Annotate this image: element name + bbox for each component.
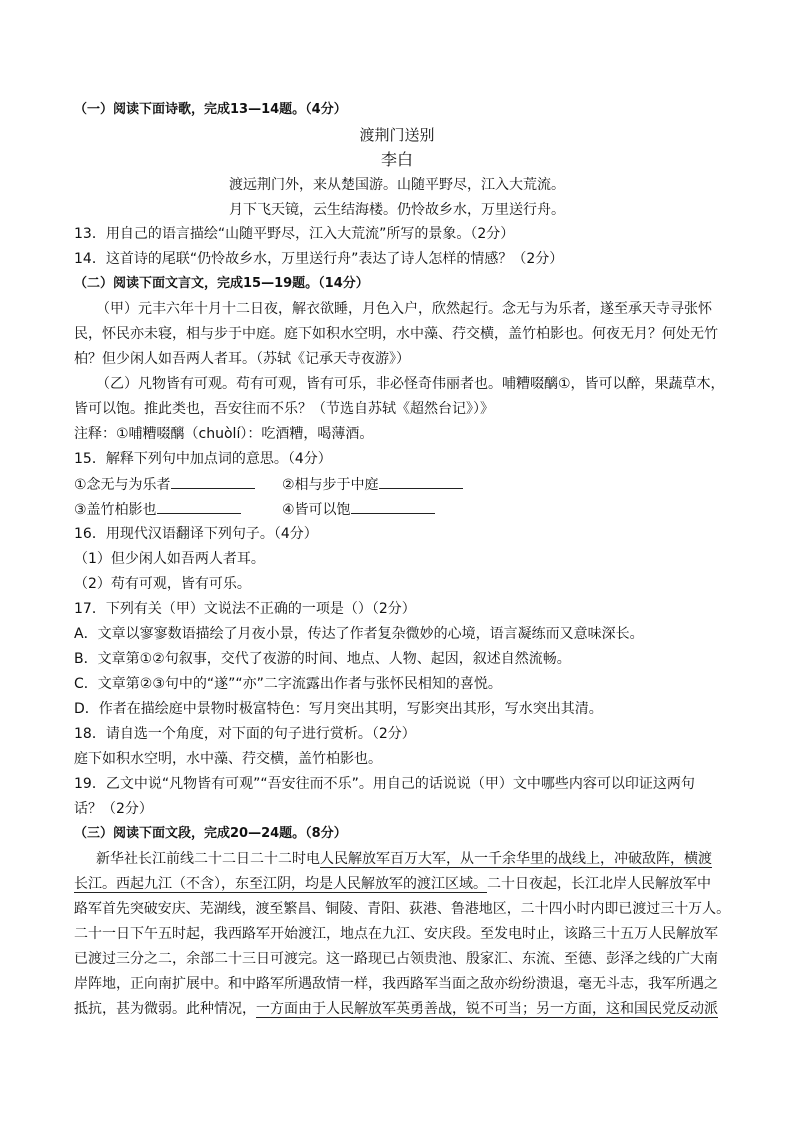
yi-text-line-2: 皆可以饱。推此类也，吾安往而不乐？（节选自苏轼《超然台记》）》	[74, 401, 494, 417]
question-19-line-2: 话？（2分）	[74, 801, 153, 817]
passage-line-6: 岸阵地，正向南扩展中。和中路军所遇敌情一样，我西路军当面之敌亦纷纷溃退，毫无斗志，我军所遇之	[74, 976, 718, 992]
passage-line-7-plain: 抵抗，甚为微弱。此种情况，	[74, 1001, 256, 1017]
passage-line-7-underlined: 一方面由于人民解放军英勇善战，锐不可当；另一方面，这和国民党反动派	[256, 1001, 718, 1017]
question-17-option-a: A．文章以寥寥数语描绘了月夜小景，传达了作者复杂微妙的心境，语言凝练而又意味深长。	[74, 626, 644, 642]
question-17: 17．下列有关（甲）文说法不正确的一项是（）（2分）	[74, 601, 416, 617]
question-15-item-b: ②相与步于中庭	[282, 477, 379, 493]
answer-blank-a[interactable]	[171, 474, 255, 489]
passage-line-5: 已渡过三分之二，余部二十三日可渡完。这一路现已占领贵池、殷家汇、东流、至德、彭泽之线的广大南	[74, 951, 718, 967]
answer-blank-c[interactable]	[157, 499, 241, 514]
question-15-item-c: ③盖竹柏影也	[74, 502, 157, 518]
jia-text-line-1: （甲）元丰六年十月十二日夜，解衣欲睡，月色入户，欣然起行。念无与为乐者，遂至承天寺寻张怀	[96, 301, 712, 317]
answer-blank-d[interactable]	[351, 499, 435, 514]
question-18-sentence: 庭下如积水空明，水中藻、荇交横，盖竹柏影也。	[74, 751, 382, 767]
jia-text-line-3: 柏？但少闲人如吾两人者耳。（苏轼《记承天寺夜游》）	[74, 351, 410, 367]
question-15-item-a: ①念无与为乐者	[74, 477, 171, 493]
question-18: 18．请自选一个角度，对下面的句子进行赏析。（2分）	[74, 726, 416, 742]
question-14: 14．这首诗的尾联“仍怜故乡水，万里送行舟”表达了诗人怎样的情感？（2分）	[74, 251, 564, 267]
question-17-option-b: B．文章第①②句叙事，交代了夜游的时间、地点、人物、起因，叙述自然流畅。	[74, 651, 571, 667]
section1-heading: （一）阅读下面诗歌，完成13—14题。（4分）	[74, 102, 347, 117]
question-16-sentence-2: （2）苟有可观，皆有可乐。	[74, 576, 251, 592]
poem-line-1: 渡远荆门外，来从楚国游。山随平野尽，江入大荒流。	[229, 177, 565, 193]
poem-line-2: 月下飞天镜，云生结海楼。仍怜故乡水，万里送行舟。	[229, 202, 565, 218]
poem-title: 渡荆门送别	[359, 126, 435, 144]
annotation-note: 注释：①哺糟啜醨（chuòlí）：吃酒糟，喝薄酒。	[74, 426, 374, 442]
section2-heading: （二）阅读下面文言文，完成15—19题。（14分）	[74, 276, 369, 291]
passage-line-7	[74, 999, 718, 1019]
passage-line-2	[74, 874, 711, 894]
passage-line-4: 二十一日下午五时起，我西路军开始渡江，地点在九江、安庆段。至发电时止，该路三十五万人民解放军	[74, 926, 718, 942]
question-15-item-d: ④皆可以饱	[282, 502, 351, 518]
question-15: 15．解释下列句中加点词的意思。（4分）	[74, 451, 332, 467]
passage-line-1-plain: 新华社长江前线二十二日二十二时电	[96, 851, 320, 867]
passage-line-1-underlined: 人民解放军百万大军，从一千余华里的战线上，冲破敌阵，横渡	[320, 851, 712, 867]
yi-text-line-1: （乙）凡物皆有可观。苟有可观，皆有可乐，非必怪奇伟丽者也。哺糟啜醨①，皆可以醉，果蔬草木，	[96, 376, 725, 392]
passage-line-1	[96, 849, 712, 869]
question-17-option-d: D．作者在描绘庭中景物时极富特色：写月突出其明，写影突出其形，写水突出其清。	[74, 701, 603, 717]
question-15-row-1	[74, 474, 379, 495]
jia-text-line-2: 民，怀民亦未寝，相与步于中庭。庭下如积水空明，水中藻、荇交横，盖竹柏影也。何夜无月？何处无竹	[74, 326, 718, 342]
answer-blank-b[interactable]	[379, 474, 463, 489]
question-19-line-1: 19．乙文中说“凡物皆有可观”“吾安往而不乐”。用自己的话说说（甲）文中哪些内容可以印证这两句	[74, 776, 695, 792]
question-16-sentence-1: （1）但少闲人如吾两人者耳。	[74, 551, 265, 567]
poem-author: 李白	[380, 150, 413, 169]
question-13: 13．用自己的语言描绘“山随平野尽，江入大荒流”所写的景象。（2分）	[74, 226, 515, 242]
question-17-option-c: C．文章第②③句中的“遂”“亦”二字流露出作者与张怀民相知的喜悦。	[74, 676, 502, 692]
question-16: 16．用现代汉语翻译下列句子。（4分）	[74, 526, 318, 542]
passage-line-2-plain: 二十日夜起，长江北岸人民解放军中	[487, 876, 711, 892]
section3-heading: （三）阅读下面文段，完成20—24题。（8分）	[74, 826, 347, 841]
question-15-row-2	[74, 499, 351, 520]
passage-line-3: 路军首先突破安庆、芜湖线，渡至繁昌、铜陵、青阳、荻港、鲁港地区，二十四小时内即已渡过三十万人。	[74, 901, 731, 917]
passage-line-2-underlined: 长江。西起九江（不含），东至江阴，均是人民解放军的渡江区域。	[74, 876, 487, 892]
